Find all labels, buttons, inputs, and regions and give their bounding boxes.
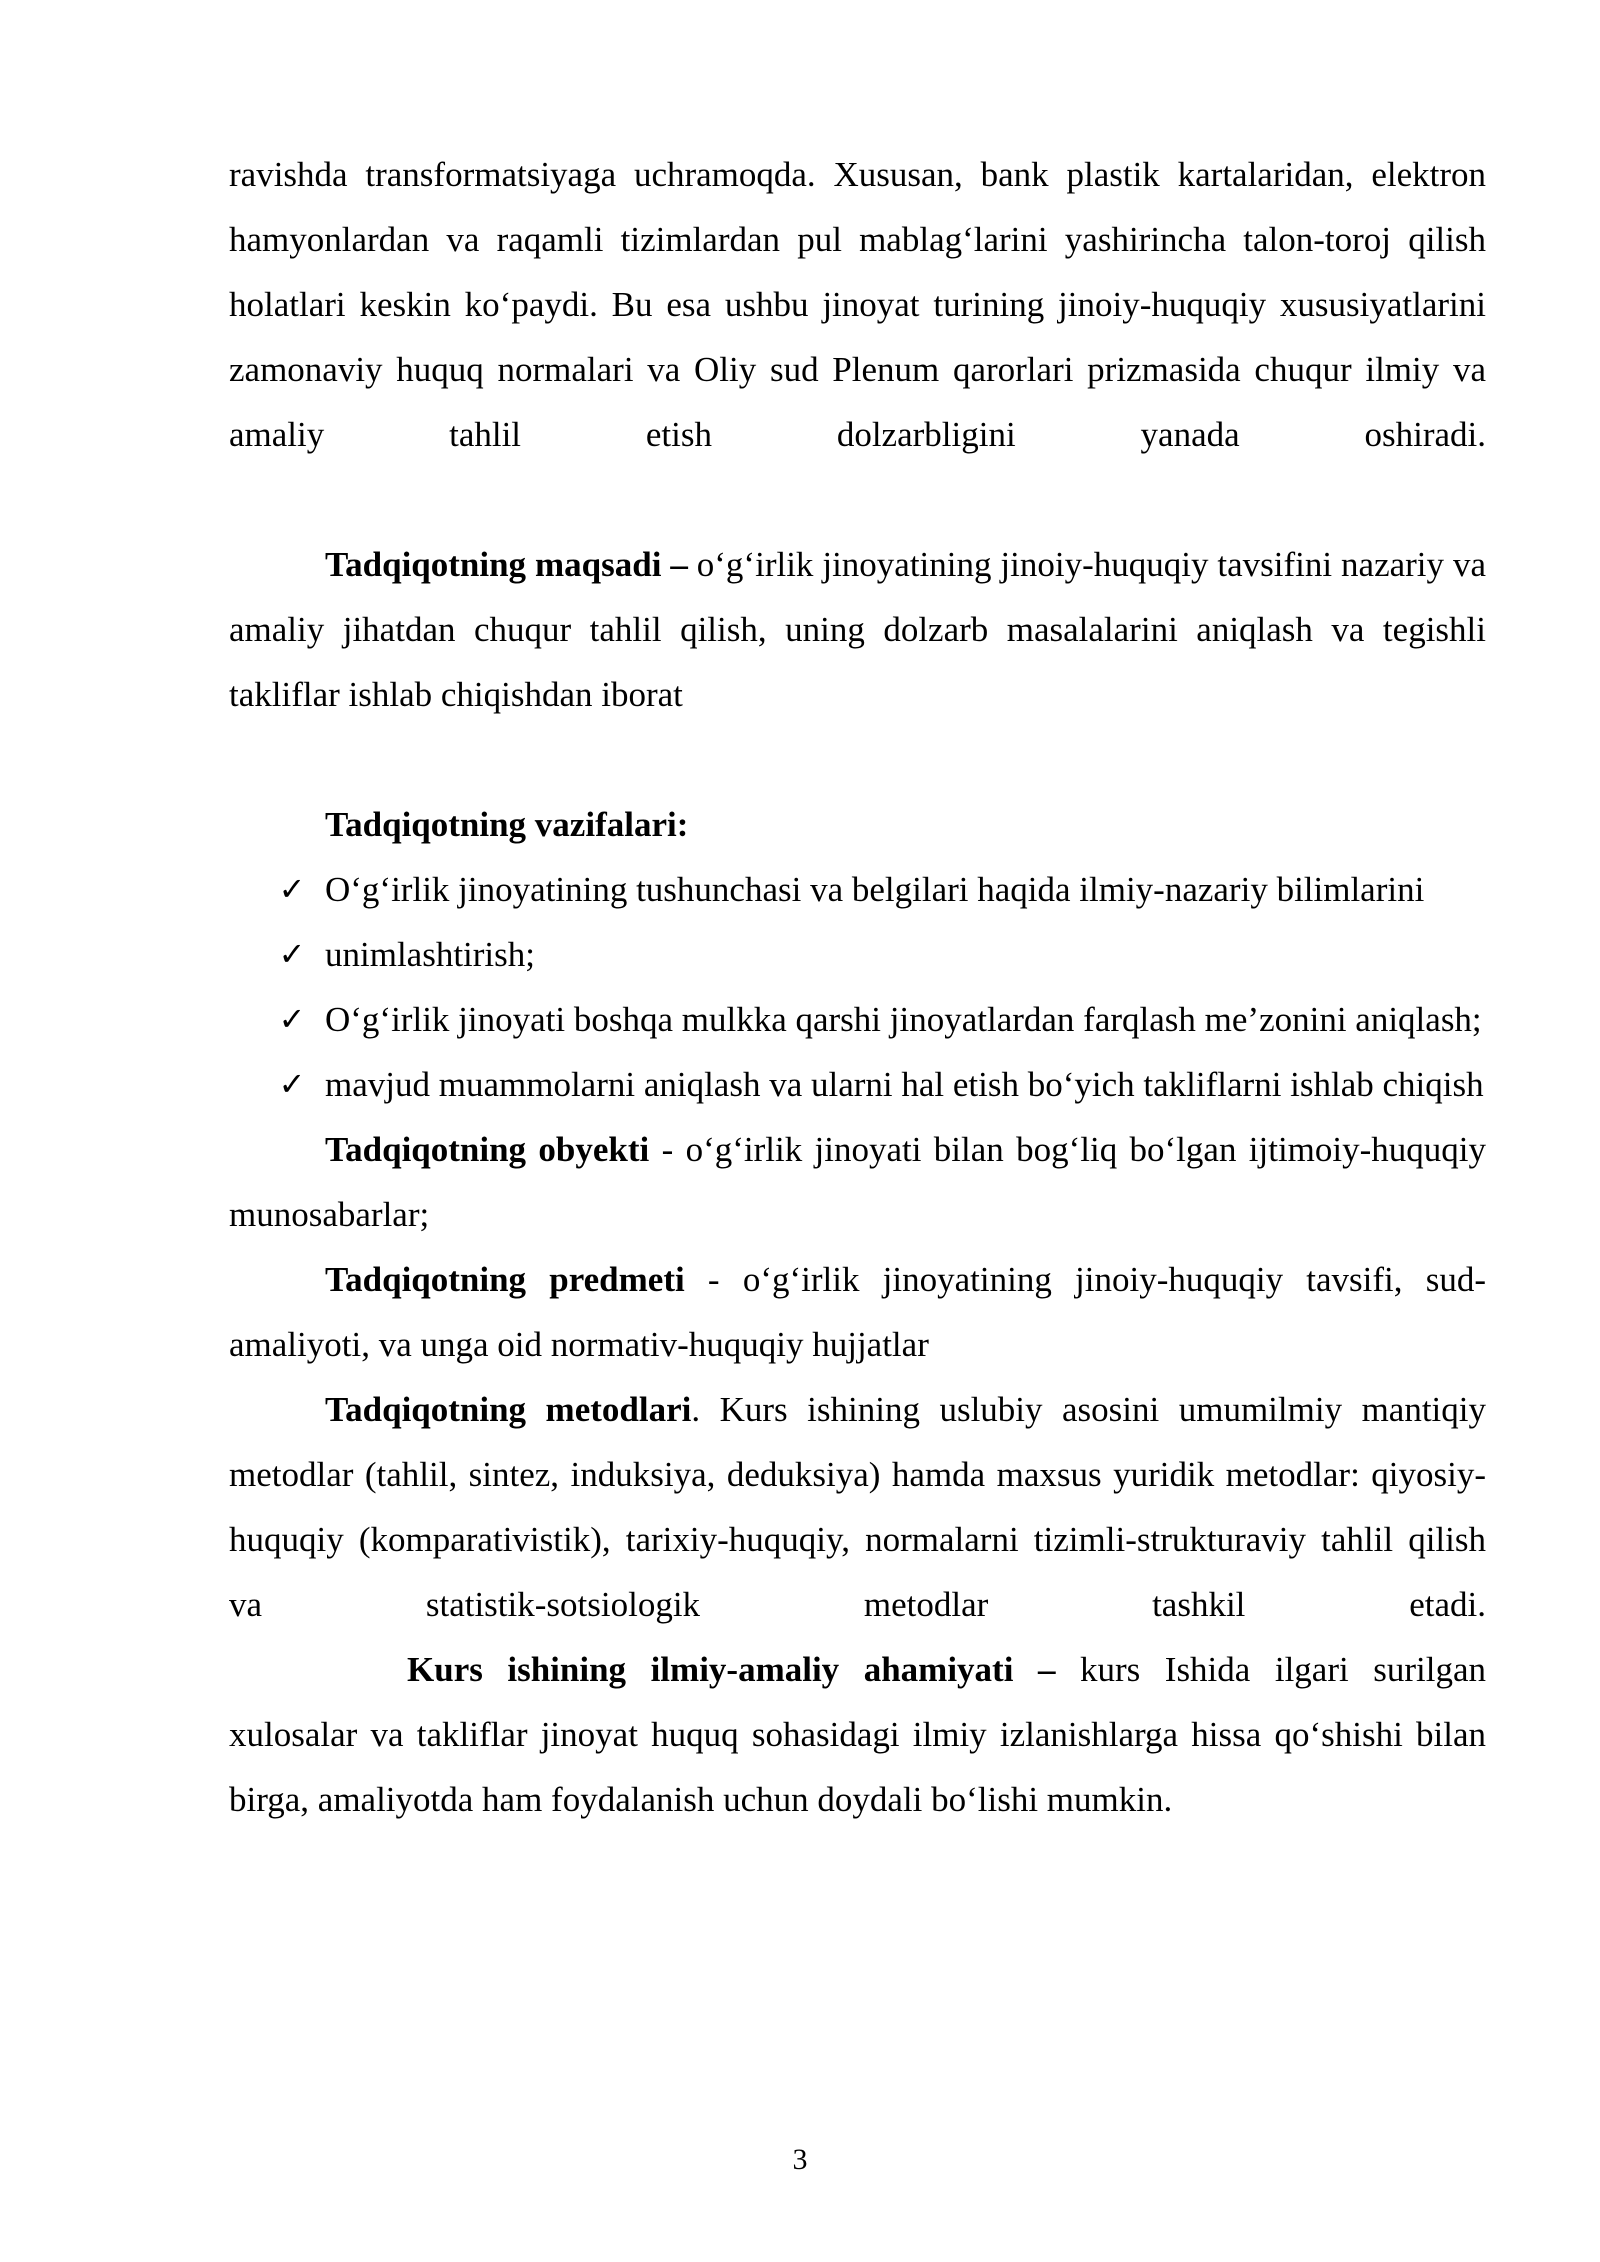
purpose-paragraph: [229, 532, 1486, 727]
tasks-list: [229, 857, 1486, 1117]
task-item-text: mavjud muammolarni aniqlash va ularni hal etish bo‘yich takliflarni ishlab chiqish: [325, 1065, 1484, 1104]
tasks-section: [229, 792, 1486, 1832]
task-item-text: O‘g‘irlik jinoyatining tushunchasi va belgilari haqida ilmiy-nazariy bilimlarini: [325, 870, 1425, 909]
object-text: o‘g‘irlik jinoyati bilan bog‘liq bo‘lgan ijtimoiy-huquqiy munosabarlar;: [229, 1130, 1486, 1234]
subject-text: o‘g‘irlik jinoyatining jinoiy-huquqiy tavsifi, sud-amaliyoti, va unga oid normativ-huquqiy hujjatlar: [229, 1260, 1487, 1364]
page-number: 3: [792, 2143, 808, 2176]
purpose-text: o‘g‘irlik jinoyatining jinoiy-huquqiy tavsifini nazariy va amaliy jihatdan chuqur tahlil qilish, uning dolzarb masalalarini aniqlash va tegishli takliflar ishlab chiqishdan iborat: [229, 545, 1486, 714]
task-item: [229, 857, 1486, 922]
purpose-separator: –: [661, 545, 697, 584]
check-mark-icon: ✓: [278, 935, 306, 973]
purpose-label: Tadqiqotning maqsadi: [325, 545, 662, 584]
check-mark-icon: ✓: [278, 1065, 306, 1103]
task-item-text: unimlashtirish;: [325, 935, 535, 974]
subject-separator: -: [684, 1260, 743, 1299]
task-item-text: O‘g‘irlik jinoyati boshqa mulkka qarshi jinoyatlardan farqlash me’zonini aniqlash;: [325, 1000, 1482, 1039]
task-item: [229, 987, 1486, 1052]
purpose-section: [229, 532, 1486, 727]
check-mark-icon: ✓: [278, 870, 306, 908]
significance-separator: –: [1013, 1650, 1080, 1689]
task-item: [229, 922, 1486, 987]
methods-paragraph: [229, 1377, 1486, 1637]
intro-section: [229, 142, 1486, 467]
methods-text: Kurs ishining uslubiy asosini umumilmiy mantiqiy metodlar (tahlil, sintez, induksiya, deduksiya) hamda maxsus yuridik metodlar: qiyosiy-huquqiy (komparativistik), tarixiy-huquqiy, normalarni tizimli-strukturaviy tahlil qilish va statistik-sotsiologik metodlar tashkil etadi.: [229, 1390, 1487, 1624]
check-mark-icon: ✓: [278, 1000, 306, 1038]
task-item: [229, 1052, 1486, 1117]
methods-label: Tadqiqotning metodlari: [325, 1390, 692, 1429]
significance-paragraph: [229, 1637, 1486, 1832]
methods-separator: .: [691, 1390, 720, 1429]
intro-paragraph: ravishda transformatsiyaga uchramoqda. Xususan, bank plastik kartalaridan, elektron hamyonlardan va raqamli tizimlardan pul mablag‘larini yashirincha talon-toroj qilish holatlari keskin ko‘paydi. Bu esa ushbu jinoyat turining jinoiy-huquqiy xususiyatlarini zamonaviy huquq normalari va Oliy sud Plenum qarorlari prizmasida chuqur ilmiy va amaliy tahlil etish dolzarbligini yanada oshiradi.: [229, 155, 1486, 454]
significance-label: Kurs ishining ilmiy-amaliy ahamiyati: [407, 1650, 1014, 1689]
object-label: Tadqiqotning obyekti: [325, 1130, 650, 1169]
object-paragraph: [229, 1117, 1486, 1247]
subject-paragraph: [229, 1247, 1486, 1377]
subject-label: Tadqiqotning predmeti: [325, 1260, 685, 1299]
tasks-heading: Tadqiqotning vazifalari:: [325, 805, 689, 844]
object-separator: -: [649, 1130, 686, 1169]
significance-text: kurs Ishida ilgari surilgan xulosalar va takliflar jinoyat huquq sohasidagi ilmiy izlanishlarga hissa qo‘shishi bilan birga, amaliyotda ham foydalanish uchun doydali bo‘lishi mumkin.: [229, 1650, 1486, 1819]
